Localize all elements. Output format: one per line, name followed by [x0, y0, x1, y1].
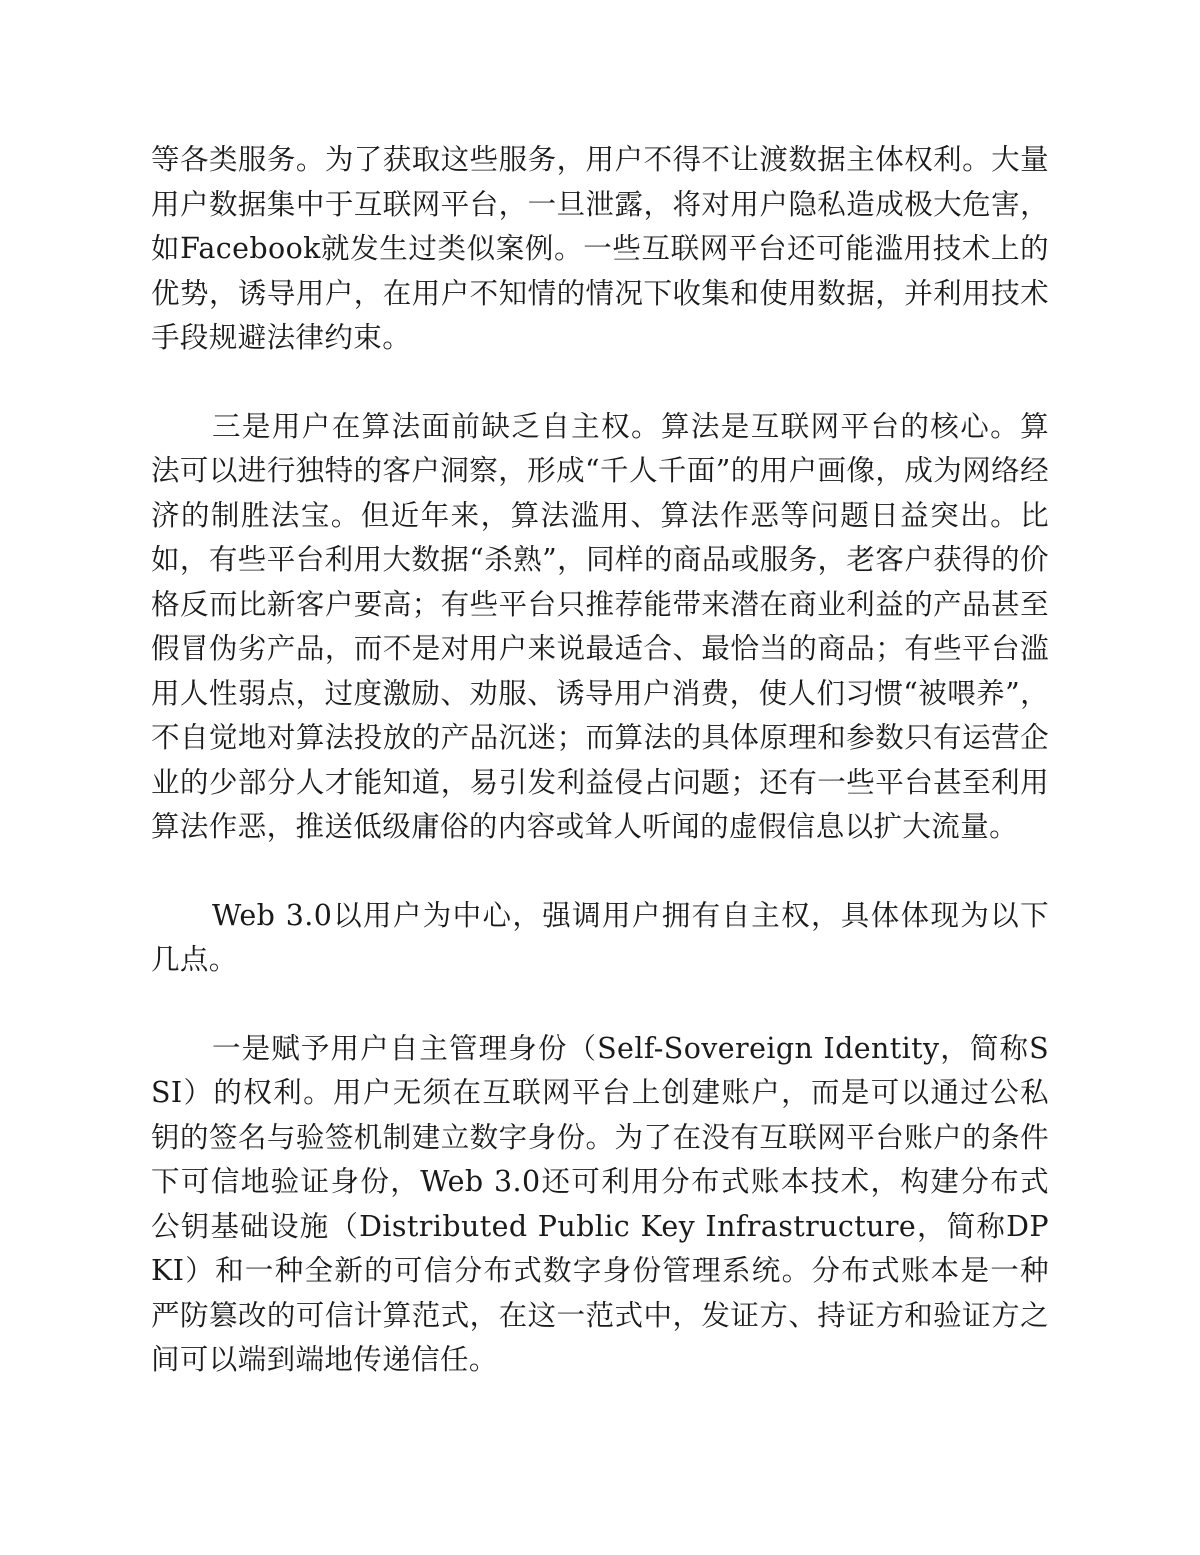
paragraph-algorithm-autonomy: 三是用户在算法面前缺乏自主权。算法是互联网平台的核心。算法可以进行独特的客户洞察，形成“千人千面”的用户画像，成为网络经济的制胜法宝。但近年来，算法滥用、算法作恶等问题日益突出。比如，有些平台利用大数据“杀熟”，同样的商品或服务，老客户获得的价格反而比新客户要高；有些平台只推荐能带来潜在商业利益的产品甚至假冒伪劣产品，而不是对用户来说最适合、最恰当的商品；有些平台滥用人性弱点，过度激励、劝服、诱导用户消费，使人们习惯“被喂养”，不自觉地对算法投放的产品沉迷；而算法的具体原理和参数只有运营企业的少部分人才能知道，易引发利益侵占问题；还有一些平台甚至利用算法作恶，推送低级庸俗的内容或耸人听闻的虚假信息以扩大流量。 [151, 409, 1049, 843]
paragraph-continuation: 等各类服务。为了获取这些服务，用户不得不让渡数据主体权利。大量用户数据集中于互联网平台，一旦泄露，将对用户隐私造成极大危害，如Facebook就发生过类似案例。一些互联网平台还可能滥用技术上的优势，诱导用户，在用户不知情的情况下收集和使用数据，并利用技术手段规避法律约束。 [151, 143, 1049, 354]
paragraph-web3-intro: Web 3.0以用户为中心，强调用户拥有自主权，具体体现为以下几点。 [151, 898, 1049, 976]
document-page [151, 138, 1049, 1427]
paragraph-self-sovereign-identity: 一是赋予用户自主管理身份（Self-Sovereign Identity，简称SSI）的权利。用户无须在互联网平台上创建账户，而是可以通过公私钥的签名与验签机制建立数字身份。为了在没有互联网平台账户的条件下可信地验证身份，Web 3.0还可利用分布式账本技术，构建分布式公钥基础设施（Distributed Public Key Infrastructure，简称DPKI）和一种全新的可信分布式数字身份管理系统。分布式账本是一种严防篡改的可信计算范式，在这一范式中，发证方、持证方和验证方之间可以端到端地传递信任。 [151, 1031, 1049, 1376]
